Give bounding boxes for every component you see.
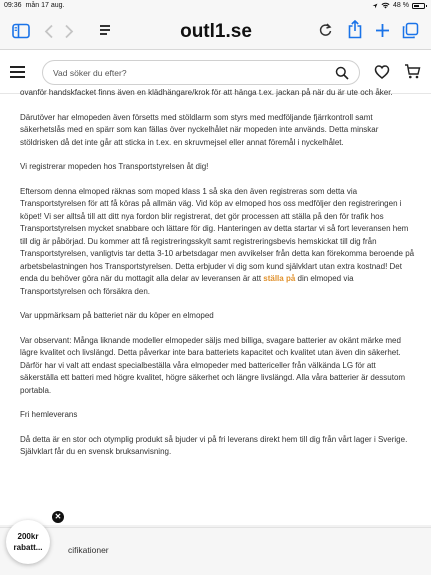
specifications-label: cifikationer (68, 545, 109, 555)
cart-icon[interactable] (404, 63, 421, 80)
description-paragraph: Var uppmärksam på batteriet när du köper en elmoped (20, 311, 214, 320)
description-paragraph: Då detta är en stor och otymplig produkt så bjuder vi på fri leverans direkt hem till dig från vårt lager i Sverige. Självklart får du en svensk bruksanvisning. (20, 434, 408, 456)
tabs-icon[interactable] (402, 22, 419, 39)
forward-icon[interactable] (64, 24, 74, 39)
heart-icon[interactable] (374, 64, 390, 80)
location-icon (372, 3, 378, 9)
status-time: 09:36 (4, 2, 22, 9)
description-paragraph: Vi registrerar mopeden hos Transportstyrelsen åt dig! (20, 162, 209, 171)
transportstyrelsen-link[interactable]: ställa på (263, 274, 296, 283)
status-bar (0, 0, 431, 14)
back-icon[interactable] (44, 24, 54, 39)
search-input[interactable] (53, 64, 323, 81)
specifications-accordion[interactable] (0, 527, 431, 575)
search-icon[interactable] (335, 66, 349, 80)
wifi-icon (381, 3, 390, 9)
discount-badge[interactable]: 200kr rabatt... (6, 520, 50, 564)
battery-percent: 48 % (393, 2, 409, 9)
url-text: outl1.se (180, 21, 252, 42)
address-bar[interactable] (96, 18, 336, 46)
product-description (0, 88, 431, 525)
browser-toolbar (0, 14, 431, 50)
share-icon[interactable] (348, 20, 362, 39)
sidebar-icon[interactable] (12, 23, 30, 39)
description-paragraph: Därutöver har elmopeden även försetts med stöldlarm som styrs med medföljande fjärrkontroll samt säkerhetslås med en spärr som kan fällas över nyckelhålet när mopeden inte används. Detta minskar stöldrisken då det inte går att sticka in t.ex. en skruvmejsel eller annat föremål i nyckelhålet. (20, 112, 379, 147)
menu-icon[interactable] (10, 66, 25, 81)
reload-icon[interactable] (319, 23, 332, 37)
search-box[interactable] (42, 60, 360, 85)
close-icon[interactable]: ✕ (52, 511, 64, 523)
description-paragraph: ovanför handskfacket finns även en klädhängare/krok för att hänga t.ex. jackan på när du är ute och åker. (20, 88, 393, 97)
status-date: mån 17 aug. (25, 2, 65, 9)
description-paragraph: Var observant: Många liknande modeller elmopeder säljs med billiga, svagare batterier av okänt märke med lägre kvalitet och livslängd. Detta påverkar inte bara batteriets kapacitet och kvalitet utan även din säkerhet. Därför har vi valt att endast specialbeställa våra elmopeder med battericeller från välkända LG för att säkerställa ett batteri med högre kvalitet, högre säkerhet och längre livslängd. Alla våra batterier är dessutom portabla. (20, 335, 406, 395)
description-paragraph: Fri hemleverans (20, 410, 78, 419)
battery-icon (412, 3, 425, 9)
new-tab-icon[interactable] (375, 23, 390, 38)
description-paragraph: Eftersom denna elmoped räknas som moped klass 1 så ska den även registreras som detta via Transportstyrelsen för att få köras på allmän väg. Vid köp av elmoped hos oss medföljer den registreringen i köpet! Vi ser alltså till att ditt nya fordon blir registrerat, det gör processen att ställa på den för trafik hos Transportstyrelsen mycket snabbare och lättare för dig. Hanteringen av detta startar vi så fort leveransen hem till dig är påbörjad. Du kommer att få registreringsskylt samt registreringsbevis hemskickat till dig från Transportstyrelsen, vanligtvis tar detta 3-10 arbetsdagar men avvikelser från detta kan förekomma beroende på arbetsbelastningen hos Transportstyrelsen. Detta erbjuder vi dig som kund självklart utan extra kostnad! Det enda du behöver göra när du mottagit alla delar av leveransen är att ställa på din elmoped via Transportstyrelsen och försäkra den. (20, 186, 415, 296)
